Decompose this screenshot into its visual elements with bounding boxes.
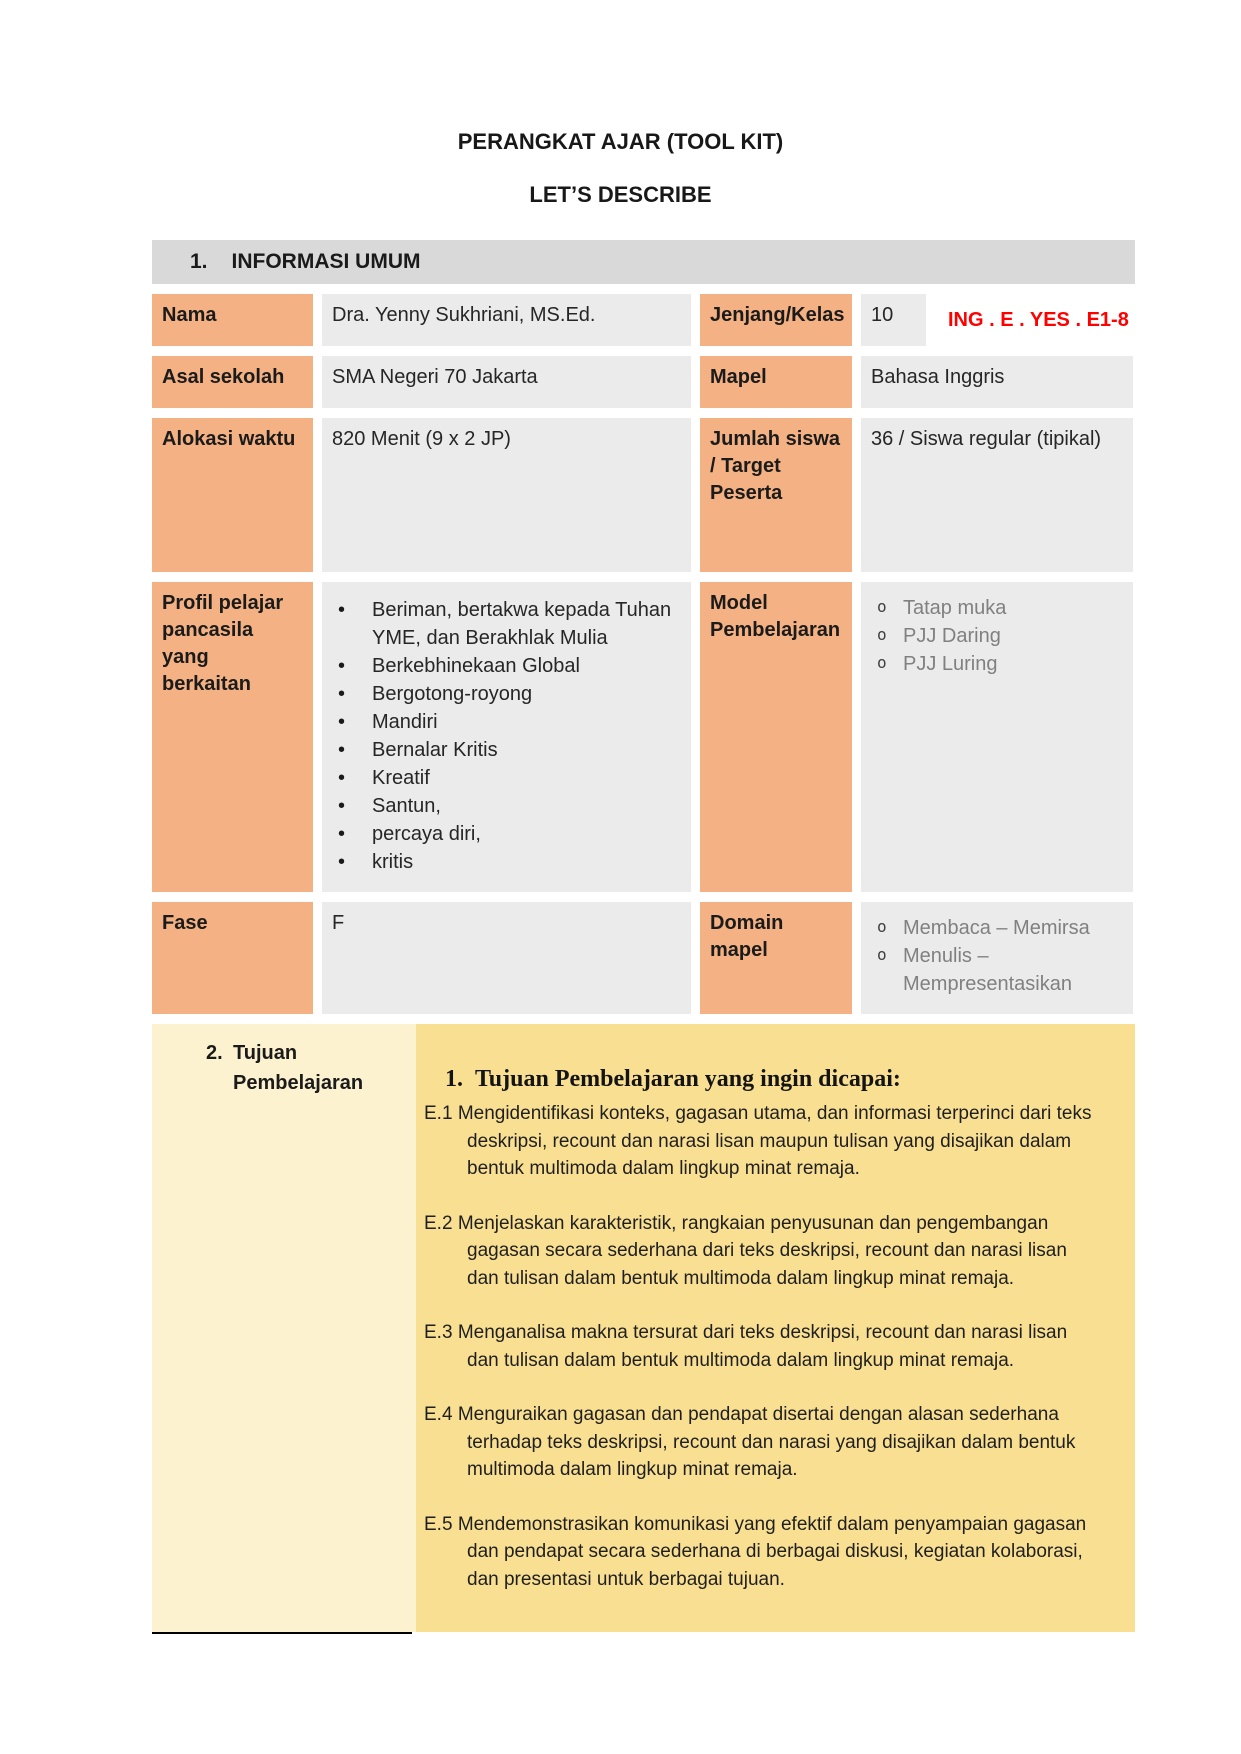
label-nama: Nama	[152, 294, 313, 346]
value-mapel: Bahasa Inggris	[861, 356, 1133, 408]
value-nama: Dra. Yenny Sukhriani, MS.Ed.	[322, 294, 691, 346]
label-fase: Fase	[152, 902, 313, 1014]
table-row-fase	[152, 902, 1135, 1014]
objective-e4	[420, 1401, 1102, 1484]
objective-text: Menguraikan gagasan dan pendapat disertai dengan alasan sederhana terhadap teks deskripsi, recount dan narasi yang disajikan dalam bentuk multimoda dalam lingkup minat remaja.	[457, 1404, 1076, 1480]
list-item: • Bergotong-royong	[372, 680, 673, 708]
list-item: o Membaca – Memirsa	[903, 914, 1117, 942]
objective-text: Menjelaskan karakteristik, rangkaian penyusunan dan pengembangan gagasan secara sederhana dari teks deskripsi, recount dan narasi lisan dan tulisan dalam bentuk multimoda dalam lingkup minat remaja.	[457, 1212, 1067, 1289]
section-title: INFORMASI UMUM	[231, 250, 421, 273]
table-row-asal-sekolah	[152, 356, 1135, 408]
objective-text: Menganalisa makna tersurat dari teks deskripsi, recount dan narasi lisan dan tulisan dalam bentuk multimoda dalam lingkup minat remaja.	[457, 1322, 1068, 1371]
list-item: • Berkebhinekaan Global	[372, 652, 673, 680]
value-fase: F	[322, 902, 691, 1014]
list-item: • Mandiri	[372, 708, 673, 736]
label-profil-pelajar: Profil pelajar pancasila yang berkaitan	[152, 582, 313, 892]
value-jumlah-siswa: 36 / Siswa regular (tipikal)	[861, 418, 1133, 572]
tujuan-left-column	[152, 1024, 416, 1632]
list-item: • Beriman, bertakwa kepada Tuhan YME, dan Berakhlak Mulia	[372, 596, 673, 652]
list-item: • Kreatif	[372, 764, 673, 792]
table-row-alokasi-waktu	[152, 418, 1135, 572]
list-item: • kritis	[372, 848, 673, 876]
objective-code: E.3	[424, 1322, 453, 1343]
objective-code: E.5	[424, 1513, 453, 1535]
section-tujuan-pembelajaran	[152, 1024, 1135, 1632]
objective-code: E.4	[424, 1404, 453, 1425]
objective-e5	[420, 1511, 1102, 1594]
section-number: 2.	[206, 1042, 223, 1064]
label-jumlah-siswa: Jumlah siswa / Target Peserta	[700, 418, 852, 572]
objectives-heading	[420, 1064, 1117, 1094]
objective-text: Mendemonstrasikan komunikasi yang efektif dalam penyampaian gagasan dan pendapat secara sederhana di berbagai diskusi, kegiatan kolaborasi, dan presentasi untuk berbagai tujuan.	[457, 1513, 1087, 1590]
objective-code: E.2	[424, 1212, 453, 1234]
domain-option-list	[871, 914, 1123, 1006]
value-alokasi-waktu: 820 Menit (9 x 2 JP)	[322, 418, 691, 572]
page-title: PERANGKAT AJAR (TOOL KIT)	[457, 129, 784, 154]
label-jenjang-kelas: Jenjang/Kelas	[700, 294, 852, 346]
footnote-separator-line	[152, 1632, 412, 1634]
value-asal-sekolah: SMA Negeri 70 Jakarta	[322, 356, 691, 408]
objective-e1	[420, 1100, 1102, 1183]
value-profil-pelajar	[322, 582, 691, 892]
tujuan-right-column	[416, 1024, 1135, 1632]
list-item: • Santun,	[372, 792, 673, 820]
list-item: o PJJ Daring	[903, 622, 1117, 650]
page-subtitle: LET’S DESCRIBE	[529, 182, 712, 207]
objective-code: E.1	[424, 1103, 453, 1124]
list-item: o PJJ Luring	[903, 650, 1117, 678]
section-number: 1.	[190, 250, 208, 273]
label-model-pembelajaran: Model Pembelajaran	[700, 582, 852, 892]
objective-text: Mengidentifikasi konteks, gagasan utama, dan informasi terperinci dari teks deskripsi, recount dan narasi lisan maupun tulisan yang disajikan dalam bentuk multimoda dalam lingkup minat remaja.	[457, 1103, 1092, 1179]
section-title: Tujuan Pembelajaran	[233, 1042, 364, 1094]
model-option-list	[871, 594, 1123, 686]
value-domain-mapel	[861, 902, 1133, 1014]
list-item: o Tatap muka	[903, 594, 1117, 622]
heading-text: Tujuan Pembelajaran yang ingin dicapai:	[475, 1066, 901, 1092]
heading-number: 1.	[445, 1066, 463, 1092]
value-model-pembelajaran	[861, 582, 1133, 892]
objective-e3	[420, 1319, 1102, 1374]
document-body	[152, 240, 1135, 1634]
value-jenjang-kelas: 10	[861, 294, 926, 346]
label-mapel: Mapel	[700, 356, 852, 408]
objective-e2	[420, 1210, 1102, 1293]
profil-bullet-list	[332, 596, 681, 884]
list-item: • percaya diri,	[372, 820, 673, 848]
section-header-informasi-umum	[152, 240, 1135, 284]
module-code-label: ING . E . YES . E1-8	[948, 308, 1129, 331]
cell-jenjang-kelas	[861, 294, 1133, 346]
table-row-nama	[152, 294, 1135, 346]
label-asal-sekolah: Asal sekolah	[152, 356, 313, 408]
list-item: o Menulis – Mempresentasikan	[903, 942, 1117, 998]
table-row-profil-pelajar	[152, 582, 1135, 892]
list-item: • Bernalar Kritis	[372, 736, 673, 764]
label-domain-mapel: Domain mapel	[700, 902, 852, 1014]
label-alokasi-waktu: Alokasi waktu	[152, 418, 313, 572]
